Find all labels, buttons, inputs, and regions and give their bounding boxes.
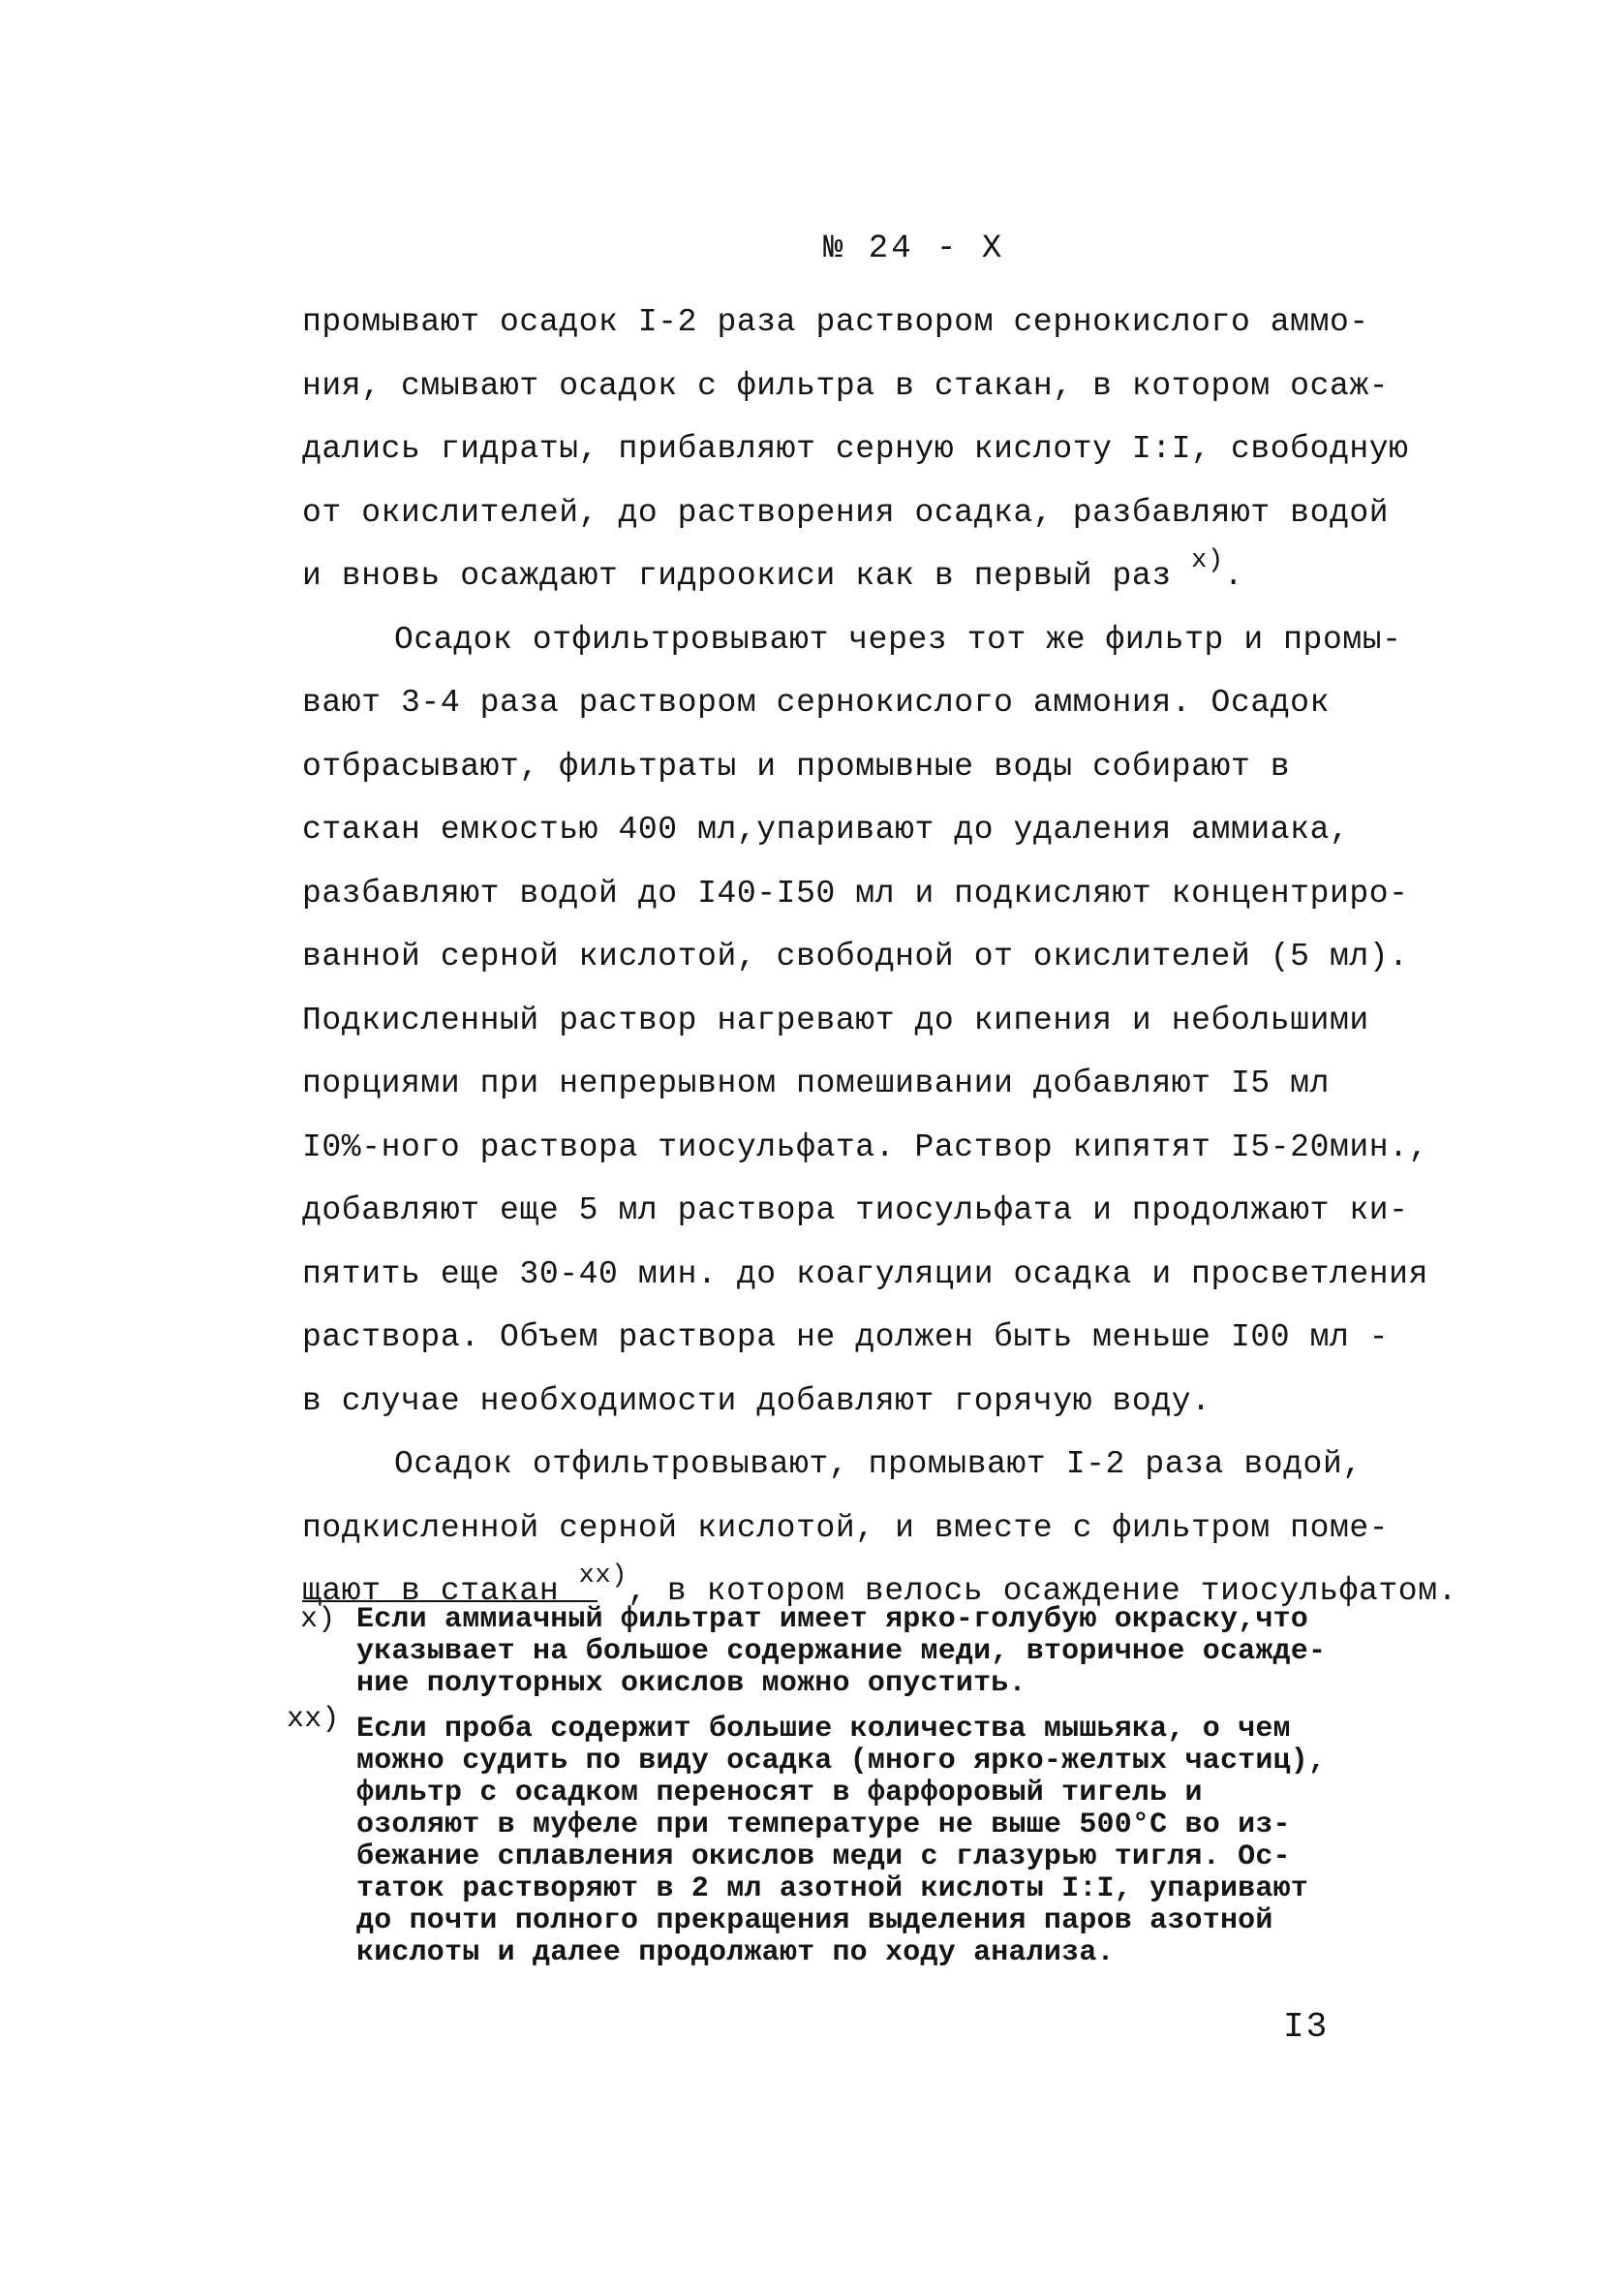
text-line: добавляют еще 5 мл раствора тиосульфата и продолжают ки-: [302, 1192, 1409, 1228]
footnote-line: указывает на большое содержание меди, вторичное осажде-: [356, 1635, 1327, 1668]
footnote-line: Если аммиачный фильтрат имеет ярко-голубую окраску,что: [356, 1603, 1308, 1636]
text-line: промывают осадок I-2 раза раствором сернокислого аммо-: [302, 304, 1369, 340]
page-number: I3: [1283, 2007, 1330, 2047]
footnote-marker: xx): [287, 1703, 340, 1736]
text-line: разбавляют водой до I40-I50 мл и подкисляют концентриро-: [302, 875, 1409, 912]
page-header: № 24 - X: [823, 231, 1005, 267]
text-fragment: щают в стакан: [302, 1573, 560, 1609]
text-line: вают 3-4 раза раствором сернокислого аммония. Осадок: [302, 685, 1330, 721]
footnotes: [287, 1604, 1429, 1983]
text-line: отбрасывают, фильтраты и промывные воды собирают в: [302, 748, 1291, 785]
text-line: подкисленной серной кислотой, и вместе с фильтром поме-: [302, 1509, 1390, 1546]
footnote-x: [287, 1604, 1429, 1700]
text-line: стакан емкостью 400 мл,упаривают до удаления аммиака,: [302, 812, 1350, 848]
text-fragment: и вновь осаждают гидроокиси как в первый раз: [302, 558, 1172, 594]
footnote-marker: x): [300, 1603, 336, 1636]
text-line: Осадок отфильтровывают, промывают I-2 раза водой,: [394, 1446, 1363, 1482]
footnote-line: бежание сплавления окислов меди с глазурью тигля. Ос-: [356, 1840, 1291, 1873]
text-line: ванной серной кислотой, свободной от окислителей (5 мл).: [302, 939, 1409, 974]
text-fragment: .: [1223, 558, 1244, 594]
footnote-line: озоляют в муфеле при температуре не выше 500°С во из-: [356, 1809, 1291, 1841]
paragraph-3: [302, 1433, 1458, 1623]
text-line: в случае необходимости добавляют горячую воду.: [302, 1382, 1211, 1419]
text-fragment: , в котором велось осаждение тиосульфатом.: [628, 1573, 1458, 1609]
text-line: ния, смывают осадок с фильтра в стакан, в котором осаж-: [302, 367, 1390, 404]
footnote-line: можно судить по виду осадка (много ярко-желтых частиц),: [356, 1745, 1327, 1778]
text-line: Подкисленный раствор нагревают до кипения и небольшими: [302, 1002, 1369, 1038]
body-text: [302, 291, 1458, 1623]
footnote-ref-xx: xx): [578, 1561, 628, 1591]
footnote-ref-x: x): [1191, 546, 1224, 575]
footnote-line: Если проба содержит большие количества мышьяка, о чем: [356, 1713, 1291, 1746]
text-line: I0%-ного раствора тиосульфата. Раствор кипятят I5-20мин.,: [302, 1129, 1428, 1165]
paragraph-2: [302, 608, 1428, 1434]
footnote-line: ние полуторных окислов можно опустить.: [356, 1667, 1026, 1700]
footnote-line: кислоты и далее продолжают по ходу анализа.: [356, 1936, 1115, 1969]
footnote-line: до почти полного прекращения выделения паров азотной: [356, 1904, 1273, 1937]
text-line: Осадок отфильтровывают через тот же фильтр и промы-: [394, 621, 1402, 658]
footnote-rule: [302, 1600, 598, 1602]
footnote-xx: [287, 1703, 1429, 1969]
text-line: порциями при непрерывном помешивании добавляют I5 мл: [302, 1066, 1330, 1101]
footnote-line: фильтр с осадком переносят в фарфоровый тигель и: [356, 1777, 1203, 1809]
text-line: дались гидраты, прибавляют серную кислоту I:I, свободную: [302, 431, 1409, 467]
text-line: [302, 544, 1396, 608]
footnote-line: таток растворяют в 2 мл азотной кислоты I:I, упаривают: [356, 1872, 1308, 1905]
paragraph-1: [302, 291, 1409, 608]
text-line: от окислителей, до растворения осадка, разбавляют водой: [302, 494, 1390, 531]
text-line: пятить еще 30-40 мин. до коагуляции осадка и просветления: [302, 1255, 1428, 1292]
text-line: раствора. Объем раствора не должен быть меньше I00 мл -: [302, 1319, 1390, 1355]
